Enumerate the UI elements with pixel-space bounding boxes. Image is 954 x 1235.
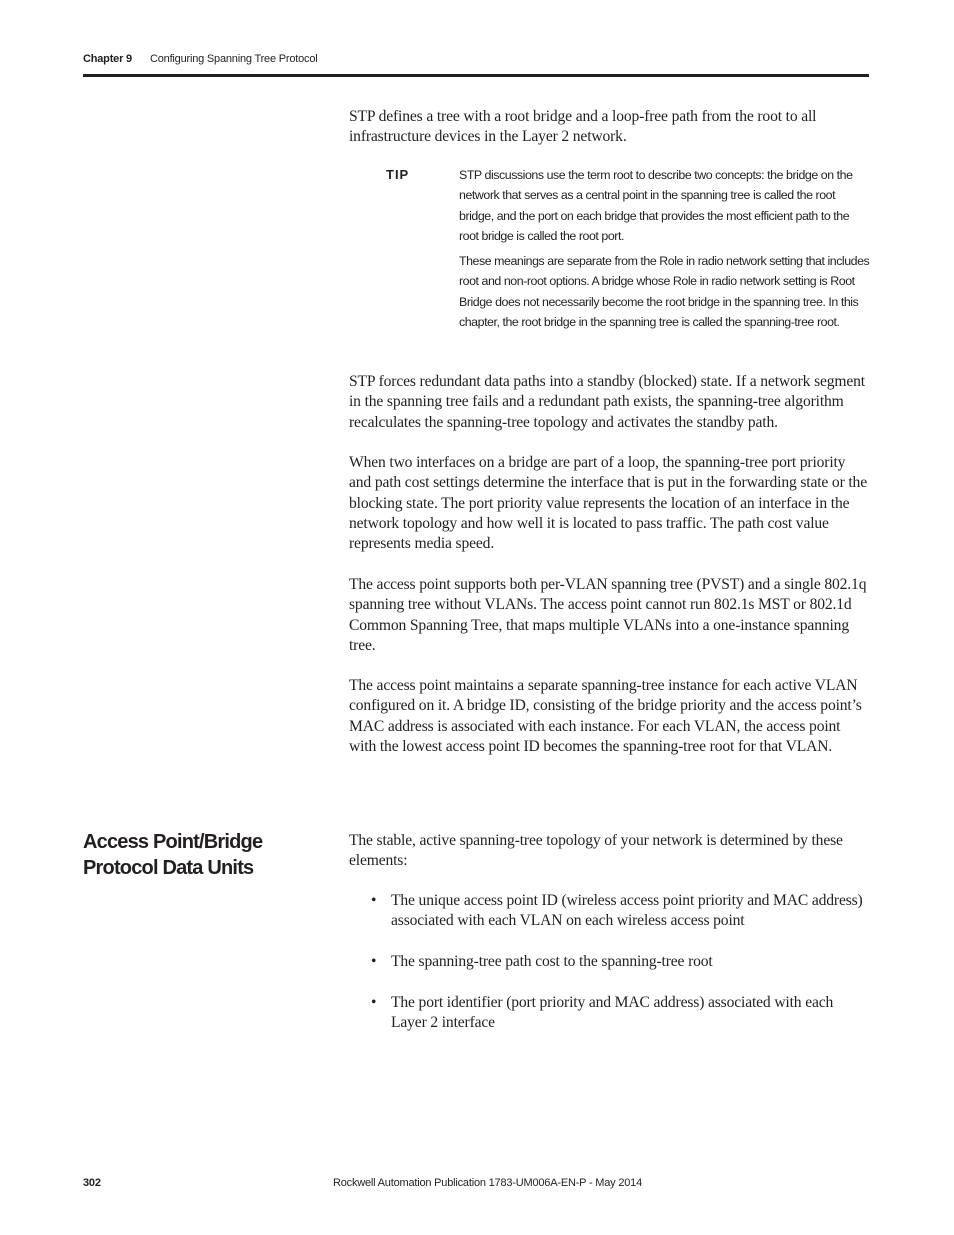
list-item-text: The unique access point ID (wireless access point priority and MAC address) associated with each VLAN on each wireless access point xyxy=(391,892,863,930)
elements-list-2 xyxy=(349,952,869,972)
chapter-label: Chapter 9 xyxy=(83,53,132,65)
paragraph-blocked-state xyxy=(349,372,869,433)
publication-info: Rockwell Automation Publication 1783-UM006A-EN-P - May 2014 xyxy=(333,1177,642,1189)
paragraph-port-priority xyxy=(349,453,869,554)
intro-paragraph xyxy=(349,107,869,148)
bullet-icon: • xyxy=(371,892,377,909)
tip-label: TIP xyxy=(386,167,410,182)
section-intro-text: The stable, active spanning-tree topology of your network is determined by these elements: xyxy=(349,832,843,870)
body-paragraph: The access point supports both per-VLAN spanning tree (PVST) and a single 802.1q spanning tree without VLANs. The access point cannot run 802.1s MST or 802.1d Common Spanning Tree, that maps multiple VLANs into a one-instance spanning tree. xyxy=(349,576,867,654)
section-heading: Access Point/Bridge Protocol Data Units xyxy=(83,831,263,879)
list-item-text: The spanning-tree path cost to the spanning-tree root xyxy=(391,953,713,970)
bullet-icon: • xyxy=(371,953,377,970)
body-paragraph: STP forces redundant data paths into a standby (blocked) state. If a network segment in the spanning tree fails and a redundant path exists, the spanning-tree algorithm recalculates the spanning-tree topology and activates the standby path. xyxy=(349,373,865,431)
list-item-text: The port identifier (port priority and MAC address) associated with each Layer 2 interface xyxy=(391,994,834,1032)
elements-list-3 xyxy=(349,993,869,1034)
list-item xyxy=(349,952,869,972)
running-header xyxy=(83,53,318,65)
tip-paragraph-1 xyxy=(459,165,871,246)
paragraph-pvst xyxy=(349,575,869,656)
bullet-icon: • xyxy=(371,994,377,1011)
tip-paragraph-2 xyxy=(459,251,871,332)
paragraph-vlan-instance xyxy=(349,676,869,757)
intro-text: STP defines a tree with a root bridge and a loop-free path from the root to all infrastructure devices in the Layer 2 network. xyxy=(349,108,817,146)
body-paragraph: When two interfaces on a bridge are part of a loop, the spanning-tree port priority and path cost settings determine the interface that is put in the forwarding state or the blocking state. The port priority value represents the location of an interface in the network topology and how well it is located to pass traffic. The path cost value represents media speed. xyxy=(349,454,867,553)
list-item xyxy=(349,891,869,932)
page-number: 302 xyxy=(83,1177,101,1189)
chapter-title: Configuring Spanning Tree Protocol xyxy=(150,53,318,65)
elements-list xyxy=(349,891,869,932)
list-item xyxy=(349,993,869,1034)
body-paragraph: The access point maintains a separate spanning-tree instance for each active VLAN configured on it. A bridge ID, consisting of the bridge priority and the access point’s MAC address is associated with each instance. For each VLAN, the access point with the lowest access point ID becomes the spanning-tree root for that VLAN. xyxy=(349,677,862,755)
section-intro xyxy=(349,831,869,872)
header-rule xyxy=(83,74,869,77)
tip-text-2: These meanings are separate from the Role in radio network setting that includes root and non-root options. A bridge whose Role in radio network setting is Root Bridge does not necessarily become the root bridge in the spanning tree. In this chapter, the root bridge in the spanning tree is called the spanning-tree root. xyxy=(459,254,870,329)
tip-text-1: STP discussions use the term root to describe two concepts: the bridge on the network that serves as a central point in the spanning tree is called the root bridge, and the port on each bridge that provides the most efficient path to the root bridge is called the root port. xyxy=(459,168,853,243)
